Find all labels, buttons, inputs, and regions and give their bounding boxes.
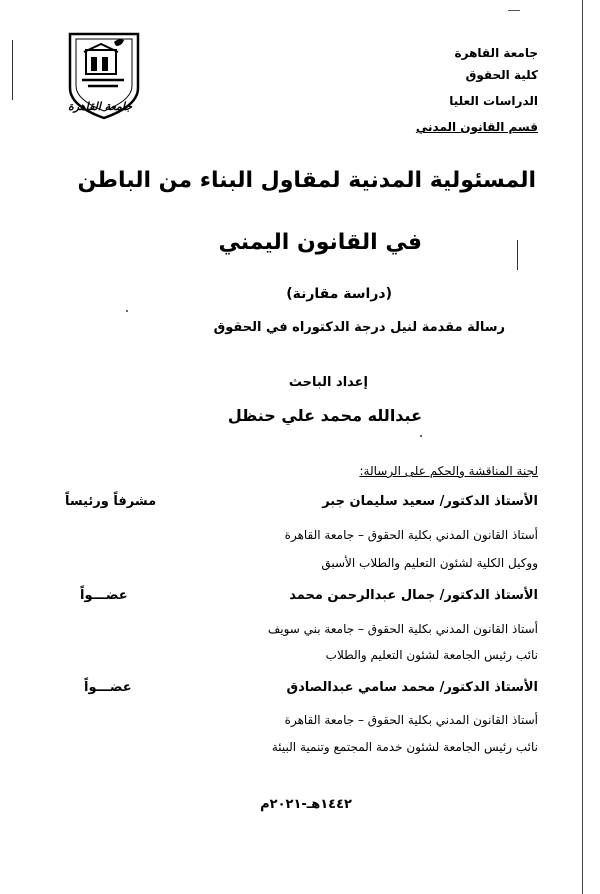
author-name: عبدالله محمد علي حنظل	[227, 406, 422, 425]
member-role: عضـــواً	[80, 588, 128, 603]
member-title-line: نائب رئيس الجامعة لشئون التعليم والطلاب	[325, 648, 538, 662]
scan-rule-left	[12, 40, 13, 100]
thesis-title-line2: في القانون اليمني	[218, 230, 422, 255]
graduate-studies: الدراسات العليا	[449, 94, 538, 108]
scan-rule-right	[582, 0, 583, 894]
scan-dot	[126, 310, 128, 312]
member-name: الأستاذ الدكتور/ جمال عبدالرحمن محمد	[289, 588, 538, 603]
member-title-line: أستاذ القانون المدني بكلية الحقوق – جامعة القاهرة	[284, 713, 538, 727]
scan-dot	[420, 435, 422, 437]
member-role: مشرفاً ورئيساً	[65, 494, 157, 509]
study-type: (دراسة مقارنة)	[286, 286, 392, 302]
faculty-name: كلية الحقوق	[465, 68, 538, 82]
logo-caption: جامعة القاهرة	[68, 100, 133, 113]
thesis-purpose: رسالة مقدمة لنيل درجة الدكتوراه في الحقوق	[213, 320, 505, 335]
scan-tick	[508, 10, 520, 11]
scan-rule-mid	[517, 240, 518, 270]
member-name: الأستاذ الدكتور/ محمد سامي عبدالصادق	[286, 680, 538, 695]
member-title-line: أستاذ القانون المدني بكلية الحقوق – جامعة القاهرة	[284, 528, 538, 542]
department-name: قسم القانون المدني	[415, 120, 538, 134]
member-title-line: أستاذ القانون المدني بكلية الحقوق – جامعة بني سويف	[267, 622, 538, 636]
member-title-line: نائب رئيس الجامعة لشئون خدمة المجتمع وتنمية البيئة	[271, 740, 538, 754]
thesis-title-line1: المسئولية المدنية لمقاول البناء من الباطن	[77, 168, 536, 193]
committee-heading: لجنة المناقشة والحكم على الرسالة:	[359, 464, 538, 478]
author-label: إعداد الباحث	[288, 375, 368, 390]
member-title-line: ووكيل الكلية لشئون التعليم والطلاب الأسبق	[321, 556, 538, 570]
thesis-date: ١٤٤٢هـ-٢٠٢١م	[260, 797, 352, 812]
member-role: عضـــواً	[84, 680, 132, 695]
university-name: جامعة القاهرة	[454, 46, 538, 60]
member-name: الأستاذ الدكتور/ سعيد سليمان جبر	[322, 494, 538, 509]
